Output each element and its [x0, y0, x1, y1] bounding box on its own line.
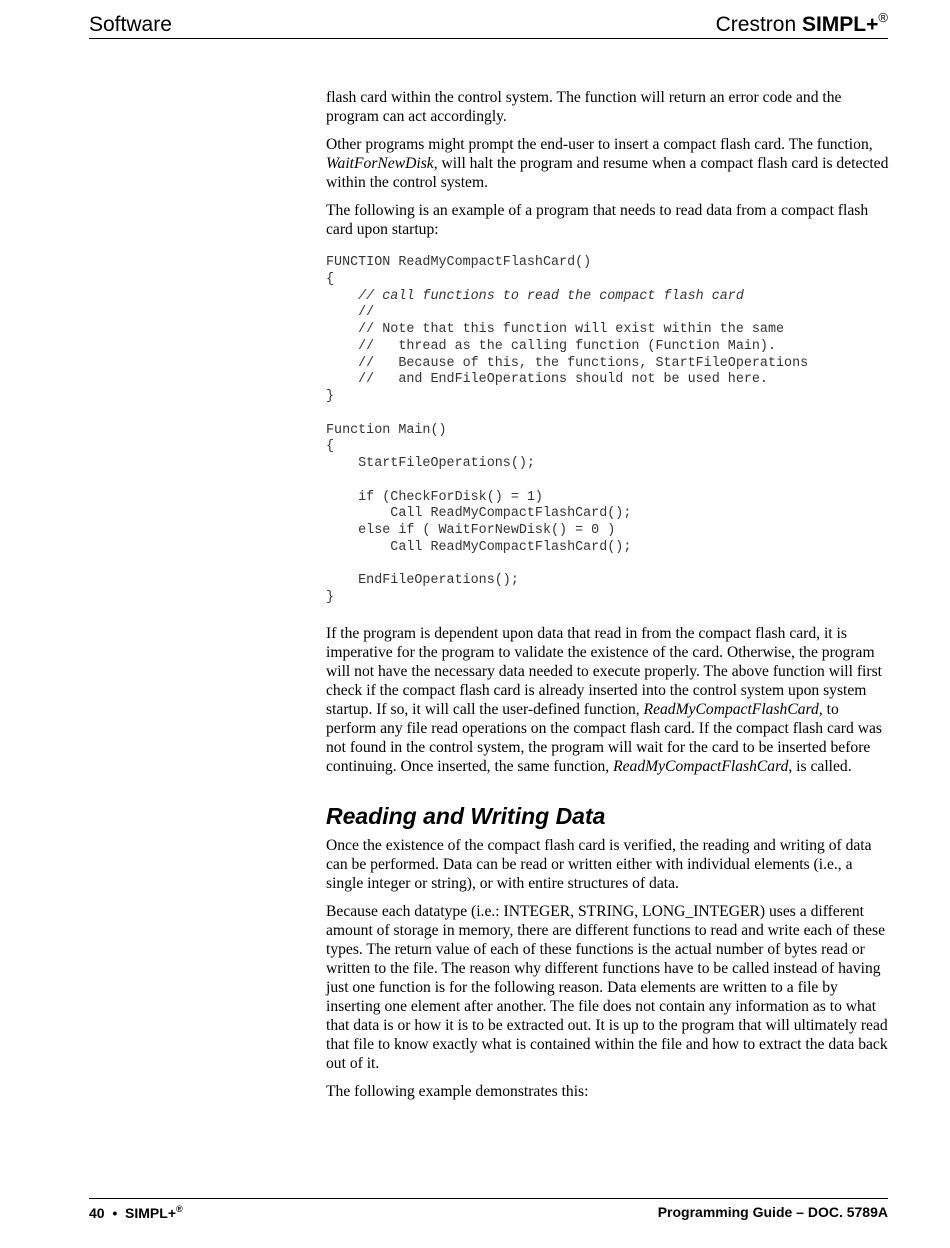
code-line: Call ReadMyCompactFlashCard(); — [326, 539, 632, 555]
footer-page-info — [89, 1204, 183, 1221]
code-line: StartFileOperations(); — [326, 456, 535, 471]
footer-registered-mark: ® — [176, 1204, 183, 1214]
code-line — [326, 473, 890, 490]
code-line: else if ( WaitForNewDisk() = 0 ) — [326, 523, 616, 538]
paragraph-reading-writing: Once the existence of the compact flash card is verified, the reading and writing of data can be performed. Data can be read or written either with individual elements (i.e., a single integer or string), or with entire structures of data. — [326, 836, 872, 892]
page-footer — [89, 1198, 888, 1223]
code-line: } — [326, 590, 335, 605]
section-heading: Reading and Writing Data — [326, 802, 606, 829]
code-line — [326, 406, 890, 423]
code-line: } — [326, 389, 335, 404]
paragraph-text: Other programs might prompt the end-user to insert a compact flash card. The function, — [326, 136, 873, 153]
page-number: 40 — [89, 1205, 105, 1221]
code-line — [326, 557, 890, 574]
code-line: if (CheckForDisk() = 1) — [326, 489, 543, 505]
header-product-name: SIMPL+ — [801, 13, 879, 36]
bullet-icon: • — [112, 1205, 118, 1221]
header-section-title: Software — [89, 13, 172, 36]
code-line: // — [326, 305, 375, 321]
code-line: FUNCTION ReadMyCompactFlashCard() — [326, 255, 592, 270]
paragraph-explanation — [326, 624, 890, 776]
paragraph-example-lead: The following example demonstrates this: — [326, 1082, 589, 1100]
paragraph-text: , will halt the program and resume when a compact flash card is detected within the control system. — [326, 155, 889, 191]
code-block — [326, 255, 890, 607]
code-line: // thread as the calling function (Function Main). — [326, 338, 776, 354]
code-line: // Because of this, the functions, StartFileOperations — [326, 355, 809, 371]
code-line: { — [326, 439, 335, 455]
code-line: // call functions to read the compact flash card — [326, 288, 744, 304]
footer-doc-title: Programming Guide – DOC. 5789A — [657, 1204, 888, 1220]
function-name: ReadMyCompactFlashCard — [643, 700, 819, 718]
function-name: WaitForNewDisk — [326, 155, 434, 172]
function-name: ReadMyCompactFlashCard — [613, 757, 789, 775]
paragraph-example-intro: The following is an example of a program that needs to read data from a compact flash card upon startup: — [326, 202, 869, 238]
code-line: { — [326, 271, 335, 287]
paragraph-text: , is called. — [788, 757, 852, 775]
code-line: // and EndFileOperations should not be used here. — [326, 372, 768, 388]
code-line: Call ReadMyCompactFlashCard(); — [326, 506, 632, 522]
paragraph-text: , to perform any file read operations on the compact flash card. If the compact flash card was not found in the control system, the program will wait for the card to be inserted before continuing. Once inserted, the same function, — [326, 700, 882, 775]
paragraph-intro: flash card within the control system. The function will return an error code and the program can act accordingly. — [326, 89, 842, 125]
paragraph-datatypes: Because each datatype (i.e.: INTEGER, STRING, LONG_INTEGER) uses a different amount of storage in memory, there are different functions to read and write each of these types. The return value of each of these functions is the actual number of bytes read or written to the file. The reason why different functions have to be called instead of having just one function is for the following reason. Data elements are written to a file by inserting one element after another. The file does not contain any information as to what that data is or how it is to be extracted out. It is up to the program that will ultimately read that file to know exactly what is contained within the file and how to extract the data back out of it. — [326, 902, 888, 1072]
page-body — [326, 88, 890, 1110]
code-line: EndFileOperations(); — [326, 573, 519, 589]
header-product-title — [716, 10, 888, 37]
header-brand: Crestron — [715, 13, 802, 36]
header-registered-mark: ® — [878, 10, 888, 25]
code-line: Function Main() — [326, 422, 447, 438]
page-header — [89, 8, 888, 39]
code-line: // Note that this function will exist within the same — [326, 322, 785, 337]
footer-product: SIMPL+ — [125, 1205, 177, 1221]
paragraph-text: If the program is dependent upon data that read in from the compact flash card, it is imperative for the program to validate the existence of the card. Otherwise, the program will not have the necessary data needed to execute properly. The above function will first check if the compact flash card is already inserted into the control system upon system startup. If so, it will call the user-defined function, — [326, 624, 882, 718]
paragraph-wait-for-new-disk — [326, 135, 890, 192]
